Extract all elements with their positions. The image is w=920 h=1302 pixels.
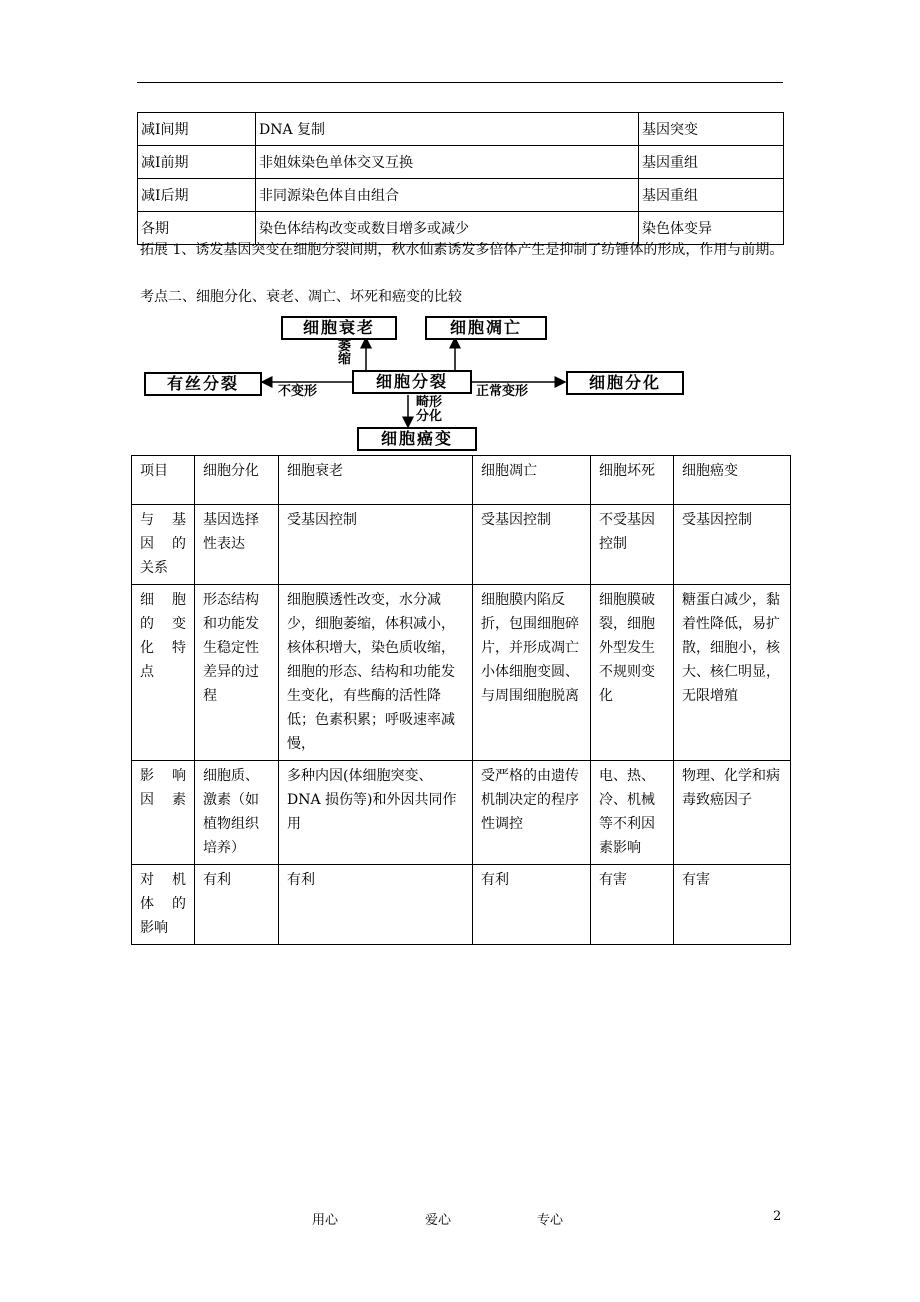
row-label-line: 影 响	[140, 768, 186, 784]
event-cell: DNA 复制	[256, 113, 639, 146]
event-cell: 非姐妹染色单体交叉互换	[256, 146, 639, 179]
row-label	[132, 865, 195, 945]
table-row	[132, 761, 791, 865]
apoptosis-box: 细胞凋亡	[425, 316, 547, 340]
table-cell: 电、热、冷、机械等不利因素影响	[591, 761, 674, 865]
table-row	[132, 865, 791, 945]
variation-cell: 基因重组	[639, 179, 784, 212]
table-cell: 不受基因控制	[591, 505, 674, 585]
table-row	[132, 585, 791, 761]
row-label-line: 的 变	[140, 616, 186, 632]
table-row	[132, 505, 791, 585]
row-label-line: 化 特	[140, 640, 186, 656]
table-cell: 受严格的由遗传机制决定的程序性调控	[473, 761, 591, 865]
table-cell: 有利	[195, 865, 279, 945]
table-row	[138, 179, 784, 212]
period-cell: 减Ⅰ间期	[138, 113, 256, 146]
page-number: 2	[773, 1209, 782, 1224]
table-row	[138, 113, 784, 146]
label-abnormal-2: 分化	[416, 409, 443, 424]
table-cell: 有利	[473, 865, 591, 945]
variation-cell: 基因突变	[639, 113, 784, 146]
cancer-box: 细胞癌变	[357, 427, 477, 451]
table-cell: 受基因控制	[674, 505, 791, 585]
row-label-line: 因 的	[140, 536, 186, 552]
row-label-line: 影响	[140, 920, 168, 936]
table-cell: 有害	[591, 865, 674, 945]
table-cell: 糖蛋白减少，黏着性降低，易扩散，细胞小，核大、核仁明显，无限增殖	[674, 585, 791, 761]
period-cell: 减Ⅰ前期	[138, 146, 256, 179]
label-abnormal-1: 畸形	[416, 395, 443, 410]
footer-right: 专心	[537, 1213, 564, 1228]
event-cell: 非同源染色体自由组合	[256, 179, 639, 212]
table-cell: 物理、化学和病毒致癌因子	[674, 761, 791, 865]
table-cell: 有害	[674, 865, 791, 945]
variation-cell: 基因重组	[639, 146, 784, 179]
cell-division-box: 细胞分裂	[352, 370, 472, 394]
differentiation-box: 细胞分化	[566, 371, 684, 395]
row-label-line: 与 基	[140, 512, 186, 528]
row-label-line: 细 胞	[140, 592, 186, 608]
label-shrink-1: 萎	[338, 339, 352, 354]
table-cell: 细胞膜透性改变，水分减少，细胞萎缩，体积减小，核体积增大，染色质收缩，细胞的形态、结构和功能发生变化，有些酶的活性降低；色素积累；呼吸速率减慢，	[279, 585, 473, 761]
table-cell: 基因选择性表达	[195, 505, 279, 585]
row-label	[132, 585, 195, 761]
table-cell: 受基因控制	[279, 505, 473, 585]
header-cell: 细胞衰老	[279, 456, 473, 505]
header-cell: 细胞凋亡	[473, 456, 591, 505]
period-cell: 减Ⅰ后期	[138, 179, 256, 212]
header-cell: 项目	[132, 456, 195, 505]
footer-middle: 爱心	[425, 1213, 452, 1228]
footer-left: 用心	[312, 1213, 339, 1228]
event-cell: 染色体结构改变或数目增多或减少	[256, 212, 639, 245]
row-label-line: 体 的	[140, 896, 186, 912]
table-cell: 有利	[279, 865, 473, 945]
header-cell: 细胞坏死	[591, 456, 674, 505]
table-cell: 多种内因(体细胞突变、DNA 损伤等)和外因共同作用	[279, 761, 473, 865]
mitosis-box: 有丝分裂	[144, 372, 262, 396]
row-label-line: 对 机	[140, 872, 186, 888]
period-cell: 各期	[138, 212, 256, 245]
extension-paragraph: 拓展 1、诱发基因突变在细胞分裂间期，秋水仙素诱发多倍体产生是抑制了纺锤体的形成，作用与前期。	[140, 242, 784, 258]
table-row	[138, 146, 784, 179]
senescence-box: 细胞衰老	[281, 316, 397, 340]
table-cell: 形态结构和功能发生稳定性差异的过程	[195, 585, 279, 761]
row-label-line: 因 素	[140, 792, 186, 808]
label-normal-deformation: 正常变形	[476, 384, 529, 399]
row-label	[132, 505, 195, 585]
row-label	[132, 761, 195, 865]
label-no-deformation: 不变形	[278, 384, 318, 399]
variation-cell: 染色体变异	[639, 212, 784, 245]
header-row	[132, 456, 791, 505]
cell-comparison-table	[131, 455, 791, 945]
meiosis-variation-table	[137, 112, 784, 245]
header-rule	[137, 82, 783, 83]
label-shrink-2: 缩	[338, 352, 352, 367]
table-cell: 细胞质、激素（如植物组织培养）	[195, 761, 279, 865]
row-label-line: 关系	[140, 560, 168, 576]
header-cell: 细胞分化	[195, 456, 279, 505]
section-heading: 考点二、细胞分化、衰老、凋亡、坏死和癌变的比较	[140, 289, 462, 305]
header-cell: 细胞癌变	[674, 456, 791, 505]
table-cell: 细胞膜内陷反折，包围细胞碎片，并形成凋亡小体细胞变圆、与周围细胞脱离	[473, 585, 591, 761]
table-cell: 细胞膜破裂，细胞外型发生不规则变化	[591, 585, 674, 761]
table-cell: 受基因控制	[473, 505, 591, 585]
row-label-line: 点	[140, 664, 154, 680]
